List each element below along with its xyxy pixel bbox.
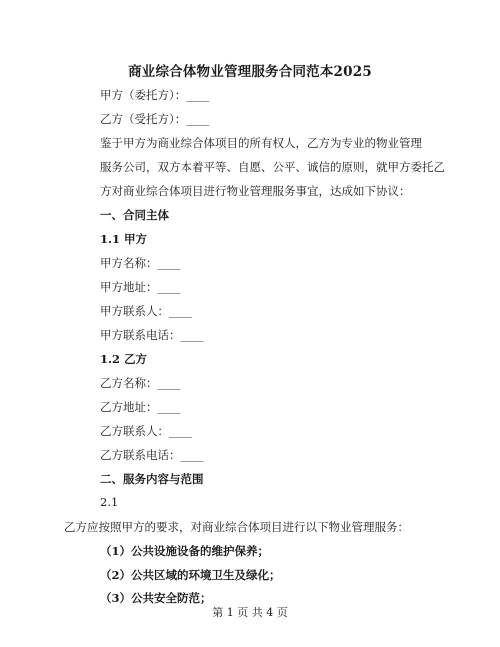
section-2-1-text: 乙方应按照甲方的要求，对商业综合体项目进行以下物业管理服务： xyxy=(64,520,409,534)
intro-line-1: 鉴于甲方为商业综合体项目的所有权人，乙方为专业的物业管理 xyxy=(100,136,422,150)
section-2-heading: 二、服务内容与范围 xyxy=(100,472,204,486)
party-b-address: 乙方地址：____ xyxy=(100,400,181,414)
service-item-1: （1）公共设施设备的维护保养； xyxy=(100,544,269,558)
party-b-name: 乙方名称：____ xyxy=(100,376,181,390)
section-1-1-heading: 1.1 甲方 xyxy=(100,232,148,246)
section-1-2-heading: 1.2 乙方 xyxy=(100,352,148,366)
intro-line-3: 方对商业综合体项目进行物业管理服务事宜，达成如下协议： xyxy=(100,184,411,198)
intro-line-2: 服务公司，双方本着平等、自愿、公平、诚信的原则，就甲方委托乙 xyxy=(100,160,445,174)
section-2-1-number: 2.1 xyxy=(100,495,119,509)
party-b-phone: 乙方联系电话：____ xyxy=(100,448,204,462)
party-b-contact: 乙方联系人：____ xyxy=(100,424,192,438)
party-a-line: 甲方（委托方）：____ xyxy=(100,88,210,102)
party-a-phone: 甲方联系电话：____ xyxy=(100,328,204,342)
party-a-address: 甲方地址：____ xyxy=(100,280,181,294)
party-a-name: 甲方名称：____ xyxy=(100,256,181,270)
party-a-contact: 甲方联系人：____ xyxy=(100,304,192,318)
service-item-3: （3）公共安全防范； xyxy=(100,591,212,605)
party-b-line: 乙方（受托方）：____ xyxy=(100,112,210,126)
service-item-2: （2）公共区域的环境卫生及绿化； xyxy=(100,568,281,582)
document-title: 商业综合体物业管理服务合同范本2025 xyxy=(128,64,372,80)
section-1-heading: 一、合同主体 xyxy=(100,208,169,222)
page-footer: 第 1 页 共 4 页 xyxy=(212,606,288,619)
